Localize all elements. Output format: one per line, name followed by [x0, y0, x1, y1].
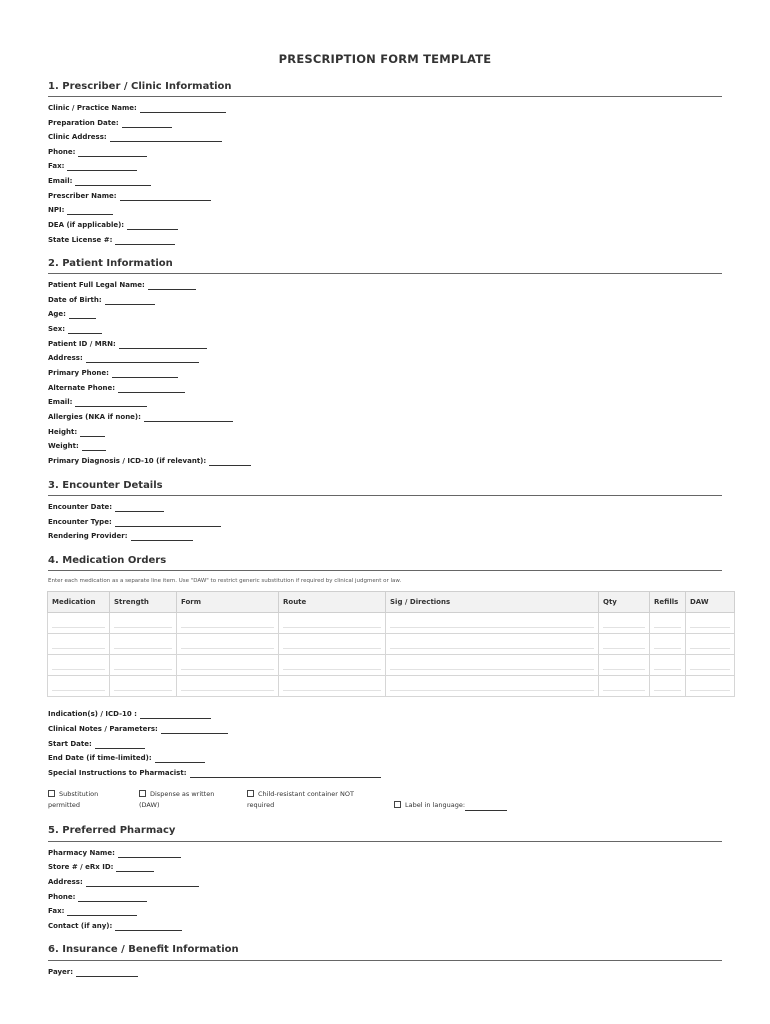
medication-cell[interactable]	[48, 634, 110, 655]
sig-cell[interactable]	[386, 655, 599, 676]
field-label: Indication(s) / ICD-10 :	[48, 710, 137, 718]
field-label: Store # / eRx ID:	[48, 863, 114, 871]
strength-cell[interactable]	[110, 655, 177, 676]
preparation-date-field	[48, 119, 172, 128]
column-header-daw: DAW	[686, 592, 735, 613]
form-title: PRESCRIPTION FORM TEMPLATE	[278, 52, 492, 66]
field-label: Phone:	[48, 893, 76, 901]
checkbox-label: Substitution	[59, 790, 99, 798]
height-input[interactable]	[80, 428, 105, 437]
encounter-type-input[interactable]	[115, 518, 221, 527]
start-date-field	[48, 740, 145, 749]
field-label: Patient Full Legal Name:	[48, 281, 145, 289]
patient-name-input[interactable]	[148, 281, 196, 290]
encounter-date-input[interactable]	[115, 503, 164, 512]
daw-cell[interactable]	[686, 655, 735, 676]
prescriber-name-input[interactable]	[120, 192, 211, 201]
form-cell[interactable]	[177, 613, 279, 634]
alternate-phone-input[interactable]	[118, 384, 185, 393]
pharmacy-fax-field	[48, 907, 137, 916]
pharmacy-address-field	[48, 878, 199, 887]
table-header-row	[48, 592, 735, 613]
daw-cell[interactable]	[686, 676, 735, 697]
alternate-phone-field	[48, 384, 185, 393]
field-label: Age:	[48, 310, 66, 318]
pharmacy-name-field	[48, 849, 181, 858]
clinical-notes-input[interactable]	[161, 725, 228, 734]
field-label: Alternate Phone:	[48, 384, 116, 392]
primary-phone-field	[48, 369, 178, 378]
field-label: NPI:	[48, 206, 65, 214]
route-cell[interactable]	[279, 655, 386, 676]
column-header-sig: Sig / Directions	[386, 592, 599, 613]
patient-id-field	[48, 340, 207, 349]
checkbox-label: permitted	[48, 801, 81, 809]
field-label: Primary Diagnosis / ICD-10 (if relevant):	[48, 457, 207, 465]
age-field	[48, 310, 96, 319]
encounter-type-field	[48, 518, 221, 527]
store-erx-field	[48, 863, 154, 872]
npi-field	[48, 206, 113, 215]
section-heading-patient: 2. Patient Information	[48, 258, 173, 269]
date-of-birth-field	[48, 296, 155, 305]
strength-cell[interactable]	[110, 634, 177, 655]
clinic-email-field	[48, 177, 151, 186]
section-divider	[48, 273, 722, 274]
clinic-phone-input[interactable]	[78, 148, 147, 157]
daw-cell[interactable]	[686, 613, 735, 634]
form-cell[interactable]	[177, 634, 279, 655]
end-date-input[interactable]	[155, 754, 205, 763]
pharmacy-contact-field	[48, 922, 182, 931]
section-divider	[48, 96, 722, 97]
dispense-as-written-option[interactable]	[139, 789, 214, 811]
form-cell[interactable]	[177, 676, 279, 697]
field-label: State License #:	[48, 236, 113, 244]
checkbox-label: Child-resistant container NOT	[258, 790, 354, 798]
column-header-qty: Qty	[599, 592, 650, 613]
field-label: Email:	[48, 398, 73, 406]
patient-address-input[interactable]	[86, 354, 199, 363]
field-label: Clinic Address:	[48, 133, 107, 141]
field-label: Preparation Date:	[48, 119, 119, 127]
field-label: Address:	[48, 878, 83, 886]
field-label: Weight:	[48, 442, 79, 450]
section-divider	[48, 841, 722, 842]
dea-input[interactable]	[127, 221, 178, 230]
field-label: Sex:	[48, 325, 66, 333]
field-label: Patient ID / MRN:	[48, 340, 116, 348]
field-label: Prescriber Name:	[48, 192, 117, 200]
prescriber-name-field	[48, 192, 211, 201]
route-cell[interactable]	[279, 676, 386, 697]
pharmacy-fax-input[interactable]	[67, 907, 137, 916]
field-label: Rendering Provider:	[48, 532, 128, 540]
clinic-phone-field	[48, 148, 147, 157]
indication-field	[48, 710, 211, 719]
medication-cell[interactable]	[48, 655, 110, 676]
rendering-provider-input[interactable]	[131, 532, 193, 541]
qty-cell[interactable]	[599, 634, 650, 655]
payer-input[interactable]	[76, 968, 138, 977]
column-header-refills: Refills	[650, 592, 686, 613]
field-label: Encounter Type:	[48, 518, 112, 526]
route-cell[interactable]	[279, 634, 386, 655]
primary-phone-input[interactable]	[112, 369, 178, 378]
qty-cell[interactable]	[599, 676, 650, 697]
state-license-input[interactable]	[115, 236, 175, 245]
special-instructions-field	[48, 769, 381, 778]
section-heading-insurance: 6. Insurance / Benefit Information	[48, 944, 239, 955]
medication-orders-table	[47, 591, 735, 697]
refills-cell[interactable]	[650, 613, 686, 634]
indication-input[interactable]	[140, 710, 211, 719]
encounter-date-field	[48, 503, 164, 512]
age-input[interactable]	[69, 310, 96, 319]
field-label: Clinic / Practice Name:	[48, 104, 137, 112]
allergies-field	[48, 413, 233, 422]
section-heading-medication: 4. Medication Orders	[48, 555, 167, 566]
patient-id-input[interactable]	[119, 340, 207, 349]
allergies-input[interactable]	[144, 413, 233, 422]
column-header-strength: Strength	[110, 592, 177, 613]
pharmacy-contact-input[interactable]	[115, 922, 182, 931]
clinic-fax-input[interactable]	[67, 162, 137, 171]
refills-cell[interactable]	[650, 676, 686, 697]
sex-input[interactable]	[68, 325, 102, 334]
patient-address-field	[48, 354, 199, 363]
end-date-field	[48, 754, 205, 763]
clinic-name-field	[48, 104, 226, 113]
section-divider	[48, 960, 722, 961]
clinic-address-input[interactable]	[110, 133, 222, 142]
field-label: End Date (if time-limited):	[48, 754, 152, 762]
weight-field	[48, 442, 106, 451]
field-label: Phone:	[48, 148, 76, 156]
state-license-field	[48, 236, 175, 245]
section-divider	[48, 570, 722, 571]
field-label: Pharmacy Name:	[48, 849, 115, 857]
medication-cell[interactable]	[48, 676, 110, 697]
substitution-checkbox[interactable]	[48, 790, 55, 797]
field-label: Encounter Date:	[48, 503, 113, 511]
pharmacy-name-input[interactable]	[118, 849, 181, 858]
rendering-provider-field	[48, 532, 193, 541]
field-label: Fax:	[48, 162, 65, 170]
clinic-email-input[interactable]	[75, 177, 151, 186]
clinical-notes-field	[48, 725, 228, 734]
date-of-birth-input[interactable]	[105, 296, 155, 305]
strength-cell[interactable]	[110, 676, 177, 697]
field-label: Address:	[48, 354, 83, 362]
refills-cell[interactable]	[650, 634, 686, 655]
column-header-route: Route	[279, 592, 386, 613]
sig-cell[interactable]	[386, 613, 599, 634]
section-heading-encounter: 3. Encounter Details	[48, 480, 163, 491]
pharmacy-address-input[interactable]	[86, 878, 199, 887]
checkbox-label: (DAW)	[139, 801, 160, 809]
qty-cell[interactable]	[599, 613, 650, 634]
section-heading-prescriber: 1. Prescriber / Clinic Information	[48, 81, 232, 92]
sig-cell[interactable]	[386, 676, 599, 697]
field-label: Primary Phone:	[48, 369, 109, 377]
substitution-permitted-option[interactable]	[48, 789, 98, 811]
clinic-address-field	[48, 133, 222, 142]
table-row	[48, 613, 735, 634]
field-label: Start Date:	[48, 740, 92, 748]
qty-cell[interactable]	[599, 655, 650, 676]
label-in-language-option[interactable]	[394, 800, 507, 811]
start-date-input[interactable]	[95, 740, 145, 749]
child-resistant-checkbox[interactable]	[247, 790, 254, 797]
column-header-form: Form	[177, 592, 279, 613]
payer-field	[48, 968, 138, 977]
store-erx-input[interactable]	[116, 863, 154, 872]
sex-field	[48, 325, 102, 334]
child-resistant-option[interactable]	[247, 789, 354, 811]
weight-input[interactable]	[82, 442, 106, 451]
field-label: Height:	[48, 428, 78, 436]
refills-cell[interactable]	[650, 655, 686, 676]
label-language-input[interactable]	[465, 803, 507, 811]
primary-diagnosis-field	[48, 457, 251, 466]
label-language-checkbox[interactable]	[394, 801, 401, 808]
special-instructions-input[interactable]	[190, 769, 381, 778]
daw-cell[interactable]	[686, 634, 735, 655]
npi-input[interactable]	[67, 206, 113, 215]
checkbox-label: Label in language:	[405, 801, 466, 809]
table-row	[48, 676, 735, 697]
field-label: Contact (if any):	[48, 922, 113, 930]
daw-checkbox[interactable]	[139, 790, 146, 797]
form-cell[interactable]	[177, 655, 279, 676]
pharmacy-phone-field	[48, 893, 147, 902]
table-row	[48, 655, 735, 676]
field-label: Clinical Notes / Parameters:	[48, 725, 158, 733]
checkbox-label: Dispense as written	[150, 790, 215, 798]
primary-diagnosis-input[interactable]	[209, 457, 251, 466]
route-cell[interactable]	[279, 613, 386, 634]
height-field	[48, 428, 105, 437]
field-label: Fax:	[48, 907, 65, 915]
field-label: Special Instructions to Pharmacist:	[48, 769, 187, 777]
dea-field	[48, 221, 178, 230]
field-label: Date of Birth:	[48, 296, 102, 304]
medication-instructions-note: Enter each medication as a separate line item. Use "DAW" to restrict generic substitution if required by clinical judgment or law.	[48, 578, 402, 584]
table-row	[48, 634, 735, 655]
field-label: Email:	[48, 177, 73, 185]
pharmacy-phone-input[interactable]	[78, 893, 147, 902]
column-header-medication: Medication	[48, 592, 110, 613]
field-label: Allergies (NKA if none):	[48, 413, 141, 421]
strength-cell[interactable]	[110, 613, 177, 634]
clinic-name-input[interactable]	[140, 104, 226, 113]
checkbox-label: required	[247, 801, 275, 809]
section-heading-pharmacy: 5. Preferred Pharmacy	[48, 825, 176, 836]
clinic-fax-field	[48, 162, 137, 171]
preparation-date-input[interactable]	[122, 119, 172, 128]
patient-email-input[interactable]	[75, 398, 147, 407]
section-divider	[48, 495, 722, 496]
field-label: Payer:	[48, 968, 74, 976]
medication-cell[interactable]	[48, 613, 110, 634]
patient-email-field	[48, 398, 147, 407]
field-label: DEA (if applicable):	[48, 221, 125, 229]
patient-name-field	[48, 281, 196, 290]
sig-cell[interactable]	[386, 634, 599, 655]
